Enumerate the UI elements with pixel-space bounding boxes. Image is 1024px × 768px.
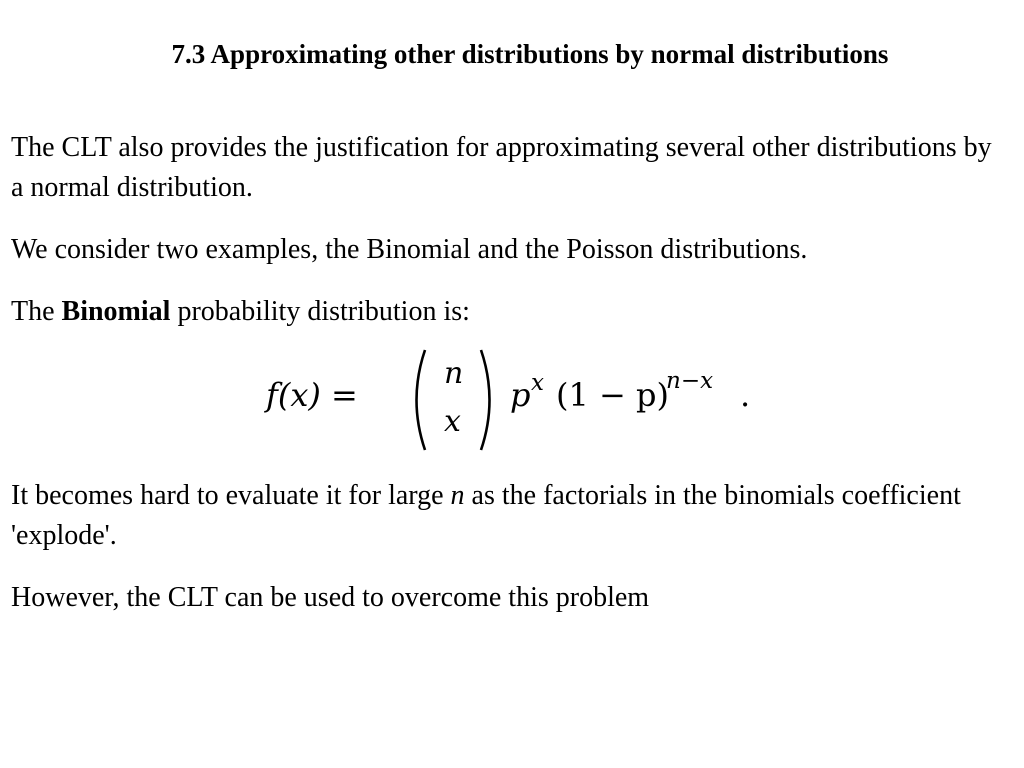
- binomial-formula: [266, 348, 766, 452]
- binomial-intro-suffix: probability distribution is:: [170, 296, 470, 327]
- formula-exponent-n-minus-x: n−x: [666, 368, 714, 394]
- slide-title: 7.3 Approximating other distributions by normal distributions: [171, 39, 889, 69]
- formula-exponent-x: x: [531, 370, 544, 396]
- formula-period: .: [740, 376, 751, 414]
- binomial-intro-prefix: The: [11, 296, 62, 327]
- left-paren-icon: [406, 348, 428, 452]
- binomial-x: x: [444, 404, 461, 439]
- binomial-bold-term: Binomial: [61, 296, 171, 327]
- large-n-prefix: It becomes hard to evaluate it for large: [11, 480, 451, 511]
- paragraph-clt-overcome: However, the CLT can be used to overcome this problem: [11, 582, 650, 613]
- paragraph-large-n: [11, 476, 1011, 556]
- italic-n: n: [450, 480, 465, 511]
- right-paren-icon: [478, 348, 500, 452]
- formula-one-minus-p: (1 − p): [556, 376, 669, 414]
- formula-lhs: f(x) =: [266, 376, 358, 414]
- formula-base-p: p: [510, 376, 531, 414]
- large-n-suffix: as the factorials in the binomials coefficient 'explode'.: [11, 480, 961, 551]
- paragraph-binomial-intro: [11, 292, 1011, 332]
- paragraph-two-examples: We consider two examples, the Binomial and the Poisson distributions.: [11, 234, 808, 265]
- binomial-n: n: [444, 356, 464, 391]
- paragraph-clt-justification: The CLT also provides the justification for approximating several other distributions by a normal distribution.: [11, 132, 992, 203]
